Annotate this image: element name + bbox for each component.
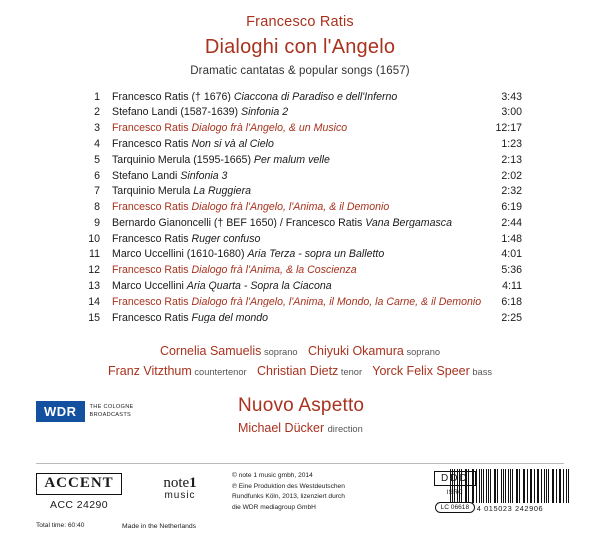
track-duration: 4:01: [501, 248, 522, 261]
barcode-bar: [512, 469, 513, 503]
director-name: Michael Dücker: [238, 421, 325, 436]
track-row: [82, 263, 522, 279]
track-work-title: Sinfonia 2: [241, 107, 289, 118]
ensemble-name: Nuovo Aspetto: [238, 395, 365, 417]
ensemble-credits: [238, 395, 364, 435]
barcode-bar: [541, 469, 542, 503]
track-composer: Francesco Ratis: [112, 138, 192, 150]
barcode-bar: [479, 469, 480, 503]
performer-role: bass: [469, 367, 493, 378]
track-number: 15: [88, 311, 100, 324]
barcode-bar: [457, 469, 458, 503]
footer-divider: [36, 463, 564, 464]
ddd-badge: DDD: [434, 471, 476, 486]
barcode-bar: [497, 469, 498, 503]
track-title: [100, 107, 488, 118]
legal-text: [232, 471, 422, 513]
catalog-number: ACC 24290: [50, 499, 108, 511]
wdr-logo: [36, 401, 134, 422]
performer-name: Yorck Felix Speer: [372, 364, 470, 379]
track-work-title: Ruger confuso: [191, 233, 261, 245]
track-row: [82, 89, 522, 105]
track-duration: 4:11: [502, 279, 522, 292]
track-number: 11: [89, 248, 100, 261]
performers-line-2: [0, 362, 600, 381]
track-number: 12: [88, 264, 100, 277]
performer-role: soprano: [403, 346, 441, 357]
barcode-bars: [450, 469, 570, 503]
barcode-bar: [495, 469, 496, 503]
barcode-bar: [508, 469, 509, 503]
total-time: Total time: 60:40: [36, 521, 85, 529]
track-work-title: Sinfonia 3: [180, 170, 228, 182]
track-title: [100, 249, 488, 260]
performers-line-1: [0, 342, 600, 361]
track-work-title: Dialogo frà l'Angelo, l'Anima, il Mondo, la Carne, & il Demonio: [191, 296, 482, 308]
track-title: [100, 297, 488, 308]
track-title: [100, 123, 488, 134]
track-number: 3: [94, 122, 100, 135]
track-duration: 2:25: [501, 311, 522, 324]
track-row: [82, 278, 522, 294]
note1-logo-sub: music: [164, 490, 196, 501]
track-duration: 6:19: [501, 201, 522, 214]
track-number: 13: [88, 279, 100, 292]
track-title: [100, 265, 488, 276]
track-composer: Francesco Ratis: [112, 202, 192, 213]
track-number: 6: [94, 169, 100, 182]
barcode-number: 4 015023 242906: [476, 504, 544, 513]
track-title: [100, 281, 488, 292]
barcode-bar: [552, 469, 553, 503]
director-role: direction: [327, 424, 363, 435]
track-row: [82, 231, 522, 247]
track-work-title: Ciaccona di Paradiso e dell'Inferno: [233, 91, 398, 103]
performer-role: soprano: [261, 346, 298, 357]
composer-name: Francesco Ratis: [246, 14, 354, 30]
performer-name: Cornelia Samuelis: [159, 343, 262, 358]
barcode-bar: [468, 469, 469, 503]
track-number: 4: [94, 137, 100, 150]
track-row: [82, 184, 522, 200]
footer-bar: [0, 463, 600, 535]
track-composer: Stefano Landi (1587-1639): [112, 107, 241, 118]
track-row: [82, 310, 522, 326]
track-composer: Bernardo Gianoncelli († BEF 1650) / Francesco Ratis: [112, 217, 366, 229]
track-number: 7: [94, 185, 100, 198]
barcode-bar: [481, 469, 482, 503]
barcode-bar: [488, 469, 489, 503]
track-composer: Francesco Ratis: [112, 233, 192, 245]
barcode-bar: [531, 469, 532, 503]
track-number: 2: [94, 106, 100, 119]
barcode-bar: [519, 469, 520, 503]
performer-role: countertenor: [191, 367, 247, 378]
track-row: [82, 105, 522, 121]
track-work-title: La Ruggiera: [193, 186, 251, 197]
track-row: [82, 152, 522, 168]
track-title: [100, 218, 488, 229]
album-subtitle: Dramatic cantatas & popular songs (1657): [190, 65, 410, 77]
track-title: [100, 139, 488, 150]
wdr-logo-mark: WDR: [36, 401, 85, 422]
track-duration: 2:13: [501, 153, 522, 166]
ensemble-director: [238, 421, 364, 435]
track-composer: Tarquinio Merula (1595-1665): [112, 154, 254, 166]
track-composer: Tarquinio Merula: [112, 186, 194, 197]
track-composer: Francesco Ratis: [112, 296, 192, 308]
note1-number: 1: [189, 475, 197, 491]
made-in-label: Made in the Netherlands: [122, 523, 197, 530]
barcode: [450, 469, 570, 511]
performer-role: tenor: [338, 367, 363, 378]
track-number: 9: [94, 216, 100, 229]
legal-line-1: © note 1 music gmbh, 2014: [232, 472, 313, 479]
track-title: [100, 92, 488, 103]
track-work-title: Aria Quarta - Sopra la Ciacona: [186, 280, 332, 292]
performer-separator: [247, 364, 257, 378]
track-composer: Marco Uccellini (1610-1680): [112, 249, 248, 260]
barcode-bar: [566, 469, 567, 503]
track-number: 5: [94, 153, 100, 166]
track-composer: Francesco Ratis († 1676): [112, 91, 234, 103]
barcode-bar: [461, 469, 462, 503]
legal-line-2: ℗ Eine Produktion des Westdeutschen: [232, 482, 345, 490]
ensemble-block: [0, 395, 600, 449]
track-title: [100, 313, 488, 324]
wdr-tagline-line1: THE COLOGNE: [89, 404, 134, 411]
note1-word: note: [163, 475, 190, 491]
track-duration: 12:17: [495, 122, 522, 135]
track-duration: 5:36: [501, 264, 522, 277]
header: [0, 0, 600, 77]
track-row: [82, 247, 522, 263]
legal-line-3: Rundfunks Köln, 2013, lizenziert durch: [232, 493, 345, 501]
track-duration: 1:48: [501, 232, 522, 245]
track-duration: 1:23: [501, 137, 522, 150]
label-code-badge: LC 06618: [435, 502, 476, 513]
track-title: [100, 202, 488, 213]
performer-name: Christian Dietz: [257, 364, 339, 379]
track-duration: 2:44: [501, 216, 522, 229]
barcode-bar: [544, 469, 545, 503]
track-composer: Francesco Ratis: [112, 312, 192, 324]
performer-separator: [298, 344, 308, 358]
wdr-logo-text: [90, 404, 134, 419]
track-composer: Francesco Ratis: [112, 265, 192, 276]
track-row: [82, 215, 522, 231]
track-title: [100, 186, 488, 197]
track-duration: 2:02: [501, 169, 522, 182]
track-title: [100, 234, 488, 245]
track-number: 10: [88, 232, 100, 245]
performer-separator: [362, 364, 372, 378]
track-duration: 6:18: [501, 295, 522, 308]
track-duration: 3:00: [501, 106, 522, 119]
track-composer: Stefano Landi: [112, 170, 181, 182]
track-work-title: Dialogo frà l'Angelo, & un Musico: [191, 123, 348, 134]
tracklist: [82, 89, 522, 326]
track-row: [82, 168, 522, 184]
track-duration: 2:32: [501, 185, 522, 198]
barcode-bar: [556, 469, 557, 503]
accent-logo: ACCENT: [36, 473, 122, 495]
performers-list: [0, 342, 600, 382]
track-work-title: Aria Terza - sopra un Balletto: [247, 249, 385, 260]
track-title: [100, 155, 488, 166]
track-number: 8: [94, 201, 100, 214]
track-composer: Francesco Ratis: [112, 123, 192, 134]
isrc-label: ISRC: [446, 489, 464, 496]
track-row: [82, 136, 522, 152]
legal-line-4: die WDR mediagroup GmbH: [232, 503, 316, 511]
track-title: [100, 171, 488, 182]
wdr-tagline-line2: BROADCASTS: [89, 411, 132, 418]
track-row: [82, 294, 522, 310]
album-title: Dialoghi con l'Angelo: [204, 36, 396, 58]
track-work-title: Vana Bergamasca: [365, 217, 452, 229]
accent-label-block: [36, 473, 122, 511]
barcode-bar: [450, 469, 451, 503]
track-work-title: Dialogo frà l'Anima, & la Coscienza: [191, 265, 357, 276]
track-work-title: Per malum velle: [253, 154, 330, 166]
track-work-title: Fuga del mondo: [191, 312, 269, 324]
track-row: [82, 121, 522, 137]
track-composer: Marco Uccellini: [112, 280, 187, 292]
track-work-title: Non si và al Cielo: [191, 138, 274, 150]
barcode-bar: [524, 469, 525, 503]
track-number: 1: [94, 90, 100, 103]
track-row: [82, 199, 522, 215]
note1-music-logo: [140, 475, 220, 501]
performer-name: Franz Vitzthum: [107, 364, 192, 379]
track-number: 14: [88, 295, 100, 308]
performer-name: Chiyuki Okamura: [307, 343, 404, 358]
track-duration: 3:43: [501, 90, 522, 103]
track-work-title: Dialogo frà l'Angelo, l'Anima, & il Demonio: [191, 202, 390, 213]
